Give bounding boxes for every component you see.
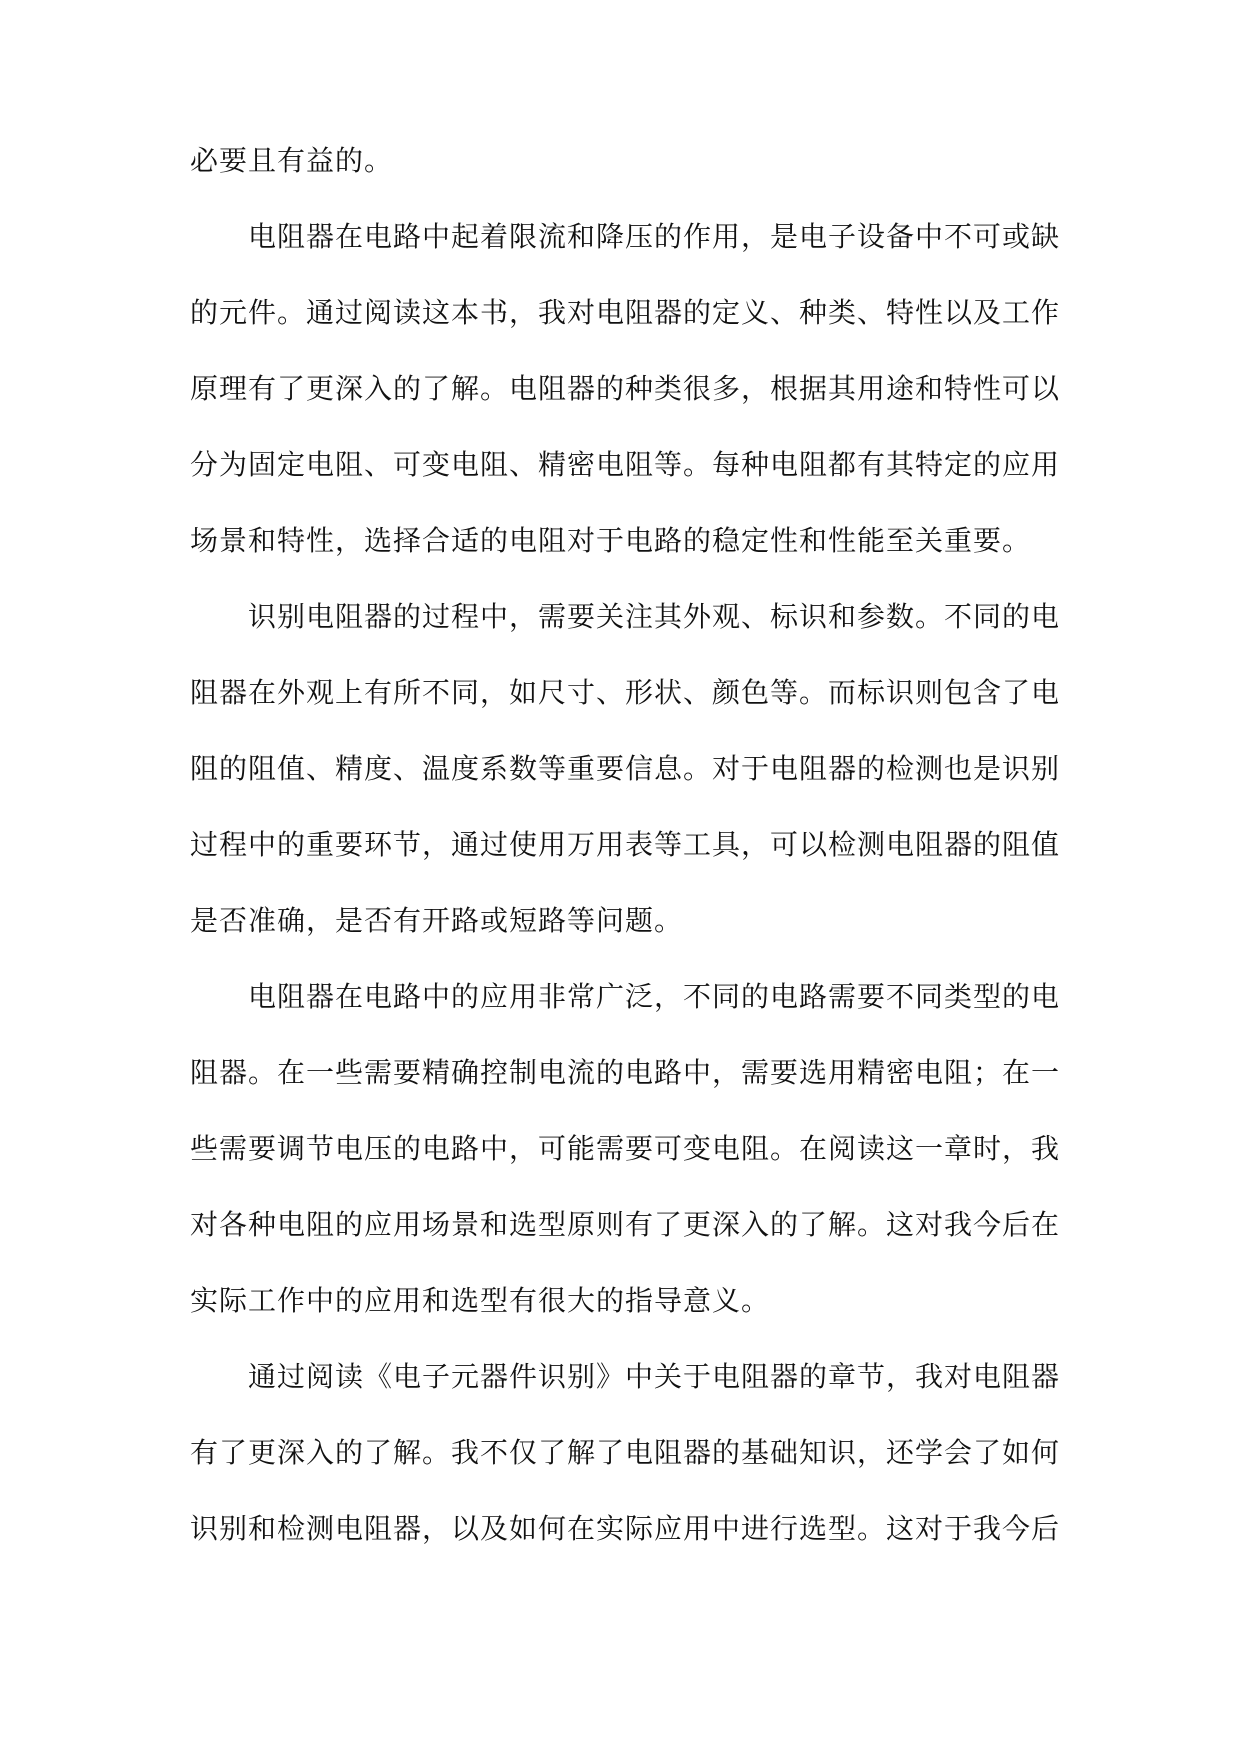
paragraph-resistor-role: 电阻器在电路中起着限流和降压的作用，是电子设备中不可或缺的元件。通过阅读这本书，我对电阻器的定义、种类、特性以及工作原理有了更深入的了解。电阻器的种类很多，根据其用途和特性可以分为固定电阻、可变电阻、精密电阻等。每种电阻都有其特定的应用场景和特性，选择合适的电阻对于电路的稳定性和性能至关重要。 xyxy=(190,220,1061,557)
paragraph-continuation: 必要且有益的。 xyxy=(190,144,394,177)
body-text xyxy=(190,123,1060,1567)
paragraph-reading-summary: 通过阅读《电子元器件识别》中关于电阻器的章节，我对电阻器有了更深入的了解。我不仅了解了电阻器的基础知识，还学会了如何识别和检测电阻器，以及如何在实际应用中进行选型。这对于我今后 xyxy=(190,1360,1061,1545)
paragraph-resistor-identification: 识别电阻器的过程中，需要关注其外观、标识和参数。不同的电阻器在外观上有所不同，如尺寸、形状、颜色等。而标识则包含了电阻的阻值、精度、温度系数等重要信息。对于电阻器的检测也是识别过程中的重要环节，通过使用万用表等工具，可以检测电阻器的阻值是否准确，是否有开路或短路等问题。 xyxy=(190,600,1061,937)
paragraph-resistor-applications: 电阻器在电路中的应用非常广泛，不同的电路需要不同类型的电阻器。在一些需要精确控制电流的电路中，需要选用精密电阻；在一些需要调节电压的电路中，可能需要可变电阻。在阅读这一章时，我对各种电阻的应用场景和选型原则有了更深入的了解。这对我今后在实际工作中的应用和选型有很大的指导意义。 xyxy=(190,980,1061,1317)
